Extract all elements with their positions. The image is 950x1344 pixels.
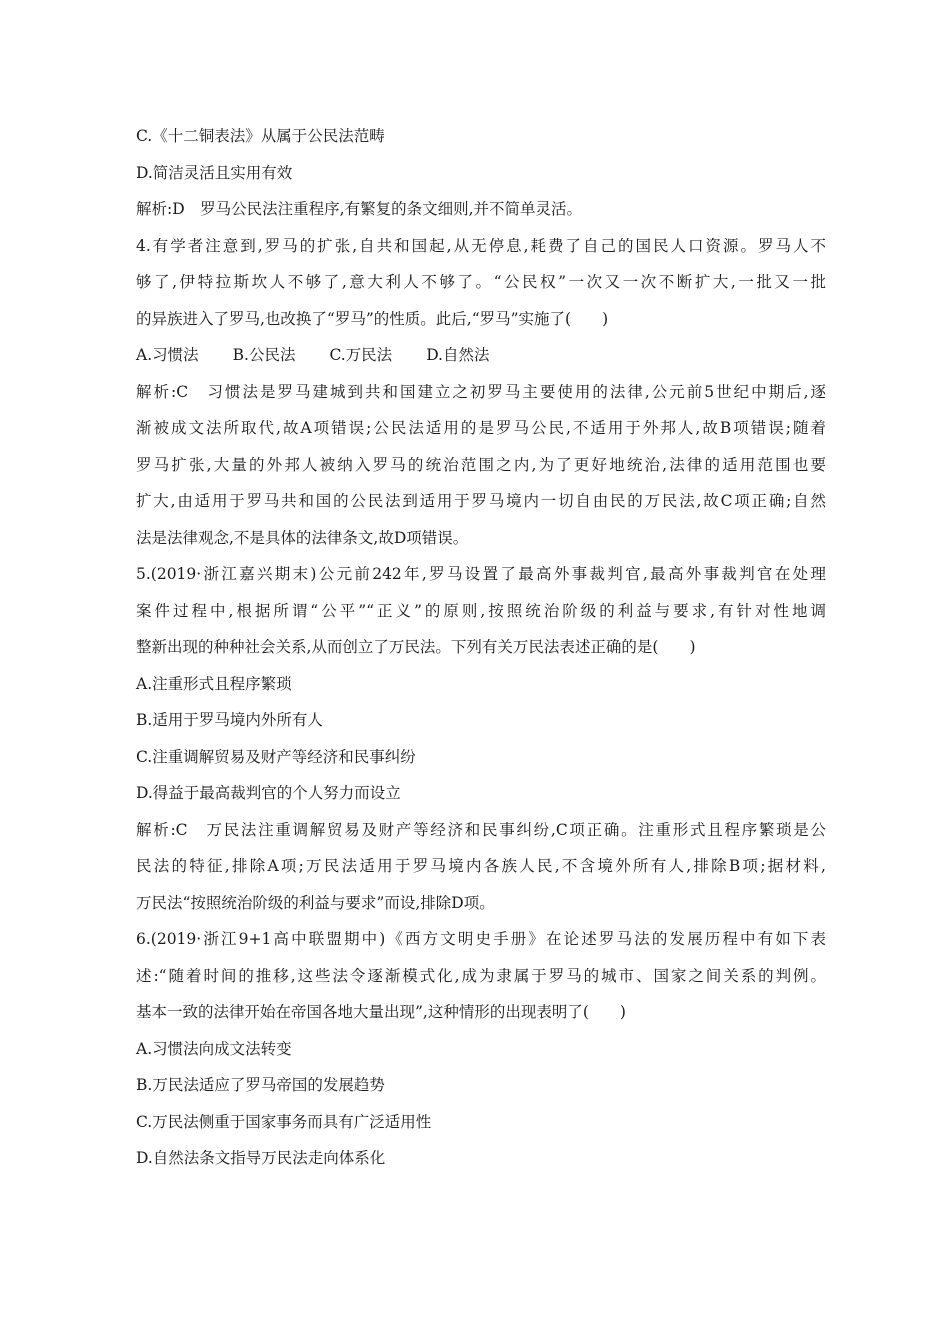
q3-analysis: 解析:D 罗马公民法注重程序,有繁复的条文细则,并不简单灵活。 bbox=[136, 200, 583, 218]
q5-stem-line-2: 案件过程中,根据所谓“公平”“正义”的原则,按照统治阶级的利益与要求,有针对性地调 bbox=[136, 601, 826, 620]
q6-option-b: B.万民法适应了罗马帝国的发展趋势 bbox=[136, 1076, 385, 1094]
q5-analysis-line-2: 民法的特征,排除A项;万民法适用于罗马境内各族人民,不含境外所有人,排除B项;据材料, bbox=[136, 857, 826, 875]
q6-stem-line-3: 基本一致的法律开始在帝国各地大量出现”,这种情形的出现表明了( ) bbox=[136, 1003, 626, 1021]
q5-option-d: D.得益于最高裁判官的个人努力而设立 bbox=[136, 784, 401, 802]
q3-option-d: D.简洁灵活且实用有效 bbox=[136, 163, 293, 182]
q4-options bbox=[136, 337, 826, 374]
q4-analysis-line-5: 法是法律观念,不是具体的法律条文,故D项错误。 bbox=[136, 528, 469, 547]
q4-stem-line-1: 4.有学者注意到,罗马的扩张,自共和国起,从无停息,耗费了自己的国民人口资源。罗马人不 bbox=[136, 236, 826, 255]
document-page bbox=[136, 118, 826, 1177]
q5-analysis-line-3: 万民法“按照统治阶级的利益与要求”而设,排除D项。 bbox=[136, 893, 495, 912]
q4-stem-line-3: 的异族进入了罗马,也改换了“罗马”的性质。此后,“罗马”实施了( ) bbox=[136, 309, 609, 328]
q4-option-d: D.自然法 bbox=[426, 346, 490, 364]
q5-option-a: A.注重形式且程序繁琐 bbox=[136, 674, 292, 693]
q5-option-c: C.注重调解贸易及财产等经济和民事纠纷 bbox=[136, 747, 416, 766]
q4-analysis-line-2: 渐被成文法所取代,故A项错误;公民法适用的是罗马公民,不适用于外邦人,故B项错误;随着 bbox=[136, 419, 826, 437]
q5-stem-line-1: 5.(2019·浙江嘉兴期末)公元前242年,罗马设置了最高外事裁判官,最高外事裁判官在处理 bbox=[136, 565, 826, 583]
q4-option-a: A.习惯法 bbox=[136, 346, 199, 364]
q4-option-b: B.公民法 bbox=[232, 346, 296, 364]
q5-analysis-line-1: 解析:C 万民法注重调解贸易及财产等经济和民事纠纷,C项正确。注重形式且程序繁琐是公 bbox=[136, 820, 826, 839]
q6-option-c: C.万民法侧重于国家事务而具有广泛适用性 bbox=[136, 1112, 432, 1131]
q4-analysis-line-3: 罗马扩张,大量的外邦人被纳入罗马的统治范围之内,为了更好地统治,法律的适用范围也要 bbox=[136, 455, 826, 474]
q4-analysis-line-4: 扩大,由适用于罗马共和国的公民法到适用于罗马境内一切自由民的万民法,故C项正确;自然 bbox=[136, 492, 826, 510]
q6-stem-line-1: 6.(2019·浙江9+1高中联盟期中)《西方文明史手册》在论述罗马法的发展历程中有如下表 bbox=[136, 930, 826, 948]
q6-option-a: A.习惯法向成文法转变 bbox=[136, 1039, 292, 1058]
q5-stem-line-3: 整新出现的种种社会关系,从而创立了万民法。下列有关万民法表述正确的是( ) bbox=[136, 638, 696, 656]
q4-option-c: C.万民法 bbox=[329, 346, 393, 364]
q4-analysis-line-1: 解析:C 习惯法是罗马建城到共和国建立之初罗马主要使用的法律,公元前5世纪中期后,逐 bbox=[136, 382, 826, 401]
q5-option-b: B.适用于罗马境内外所有人 bbox=[136, 711, 323, 729]
q6-option-d: D.自然法条文指导万民法走向体系化 bbox=[136, 1149, 386, 1167]
q3-option-c: C.《十二铜表法》从属于公民法范畴 bbox=[136, 127, 385, 145]
q6-stem-line-2: 述:“随着时间的推移,这些法令逐渐模式化,成为隶属于罗马的城市、国家之间关系的判例。 bbox=[136, 966, 826, 985]
q4-stem-line-2: 够了,伊特拉斯坎人不够了,意大利人不够了。“公民权”一次又一次不断扩大,一批又一批 bbox=[136, 273, 826, 291]
